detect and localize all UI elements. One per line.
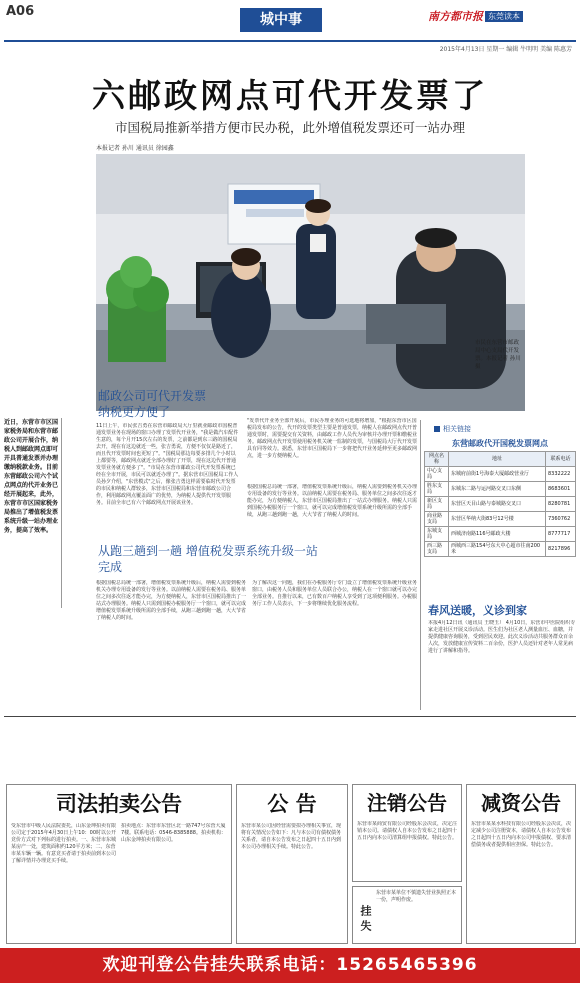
masthead-sub: 东莞读本: [485, 11, 523, 22]
related-label-text: 相关链接: [443, 425, 471, 433]
table-row: [425, 482, 576, 497]
loss-body: 东营市某单位不慎遗失营业执照正本一份，声明作废。: [376, 890, 457, 903]
reduce-body: 东营市某某水科技有限公司经股东会决议，决定减少公司注册资本，请债权人自本公告发布之日起四十五日内向本公司申报债权、要求清偿债务或者提供相应担保。特此公告。: [471, 821, 572, 848]
cell-phone: 8280781: [546, 497, 576, 512]
cell-address: 西城西三路154号东大中心超市往南200米: [449, 542, 546, 557]
loss-ad: [352, 886, 462, 944]
lead-paragraph: 近日，东营市市区国家税务局和东营市邮政公司开展合作，纳税人到邮政网点即可开具普通发票并办理缴纳税款业务。目前东营邮政公司六个试点网点的代开业务已经开展起来，此外，东营市市区国家税务局推出了增值税发票系统升级一站办理业务，提高了效率。: [4, 419, 58, 534]
subheadline: 市国税局推新举措方便市民办税，此外增值税发票还可一站办理: [114, 120, 465, 135]
judicial-title: 司法拍卖公告: [56, 792, 182, 816]
body-paragraph-3: 根据国税总局统一部署，增值税发票系统升级后，纳税人需要到税务机关办理专用设备的发行等业务。以前纳税人需要在税务局、服务单位之间多次往返才能办完，为方便纳税人，东营市区国税局推出了一站式办理服务。纳税人只需到国税办税服务厅一个窗口，就可以完成增值税发票系统升级所需的全部手续，从跑三趟到跑一趟，大大节省了纳税人的时间。: [96, 580, 246, 621]
cell-name: 新区支局: [425, 497, 449, 512]
side-body: 本报4月12日讯（通讯员 王晓玉） 4月10日，东营市中医院组织专家走进社区开展义诊活动。医生们为社区老人测量血压、血糖，并提供健康咨询服务，受到居民欢迎。此次义诊活动共服务群众百余人次，发放健康宣传资料二百余份，医护人员还针对老年人常见病进行了讲解和指导。: [428, 620, 576, 654]
cell-name: 东城支局: [425, 527, 449, 542]
side-headline: 春风送暖，义诊到家: [428, 604, 527, 617]
cell-address: 西城济南路116号邮政大楼: [449, 527, 546, 542]
section-label: 城中事: [240, 8, 322, 32]
ad-banner: 欢迎刊登公告挂失联系电话：15265465396: [0, 948, 580, 983]
col-header-name: 网点名称: [425, 452, 449, 467]
masthead: [428, 8, 523, 24]
col-header-phone: 联系电话: [546, 452, 576, 467]
notice-title: 公 告: [267, 792, 317, 816]
cell-address: 东城东二路与运河路交叉口东侧: [449, 482, 546, 497]
notice-body: 东营市某公司因经营需要拟办理相关事宜，现将有关情况公告如下：凡与本公司有债权债务关系者，请自本公告发布之日起四十五日内到本公司办理相关手续。特此公告。: [241, 823, 342, 850]
body-paragraph-2b: 根据国税总局统一部署，增值税发票系统升级后，纳税人需要到税务机关办理专用设备的发行等业务。以前纳税人需要在税务局、服务单位之间多次往返才能办完，为方便纳税人，东营市区国税局推出了一站式办理服务。纳税人只需到国税办税服务厅一个窗口，就可以完成增值税发票系统升级所需的全部手续，从跑三趟到跑一趟，大大节省了纳税人的时间。: [247, 484, 417, 540]
notice-ad: [236, 784, 348, 944]
cancel-body: 东营市某商贸有限公司经股东会决议，决定注销本公司。请债权人自本公告发布之日起四十五日内向本公司清算组申报债权。特此公告。: [357, 821, 458, 841]
cell-name: 商业路支局: [425, 512, 449, 527]
loss-title: 挂 失: [359, 905, 372, 931]
cancellation-ad: [352, 784, 462, 882]
cell-phone: 8777717: [546, 527, 576, 542]
capital-reduction-ad: [466, 784, 576, 944]
photo-caption: 市民在东营市邮政局中心支局代开发票。本报记者 孙川 摄: [475, 340, 521, 370]
date-line: 2015年4月13日 星期一 编辑 牛明明 美编 陈惠芳: [439, 46, 572, 53]
table-row: [425, 512, 576, 527]
body-paragraph-1: 11日上午，市民张吉勇在东营市邮政局大厅里就业邮政市国税普通发票业务在现场的窗口办理了发票代开业务，"我是做汽车配件生意的，每个月开15次左右的发票，之前都是到东三路的国税局去开，现在有这边就近一些，张吉勇说，方便不仅仅是路近了，而且代开发票时间也更短了"。"国税局那边每要多排几个小时以上都要等，邮政网点就近全部办理好了开票，现在这边代开普通发票业务就方便多了"。"市局在东营市邮政公司代开发票系统已经在全市开展，市民可以就近办理了"。据东营市区国税局工作人员孙夕介绍，"东营模式"之后，像张吉勇这样需要临时代开发票的市民和纳税人群较多，东营市区国税局和东营市邮政公司合作，利用邮政网点覆盖面广的优势，为纳税人提供代开发票服务。目前全市已有六个邮政网点开展该业务。: [96, 423, 239, 506]
outlet-table-title: 东营邮政代开国税发票网点: [452, 439, 548, 448]
reduce-title: 减资公告: [481, 791, 561, 815]
judicial-body: 受东营市中级人民法院委托，山东金坤拍卖有限公司定于2015年4月30日上午10：00时以公开竞价方式对下列标的进行拍卖。一、东营市东城某房产一处，建筑面积约120平方米；二、东营市某车辆一辆。有意竞买者请于拍卖前到本公司了解详情并办理竞买手续。: [11, 823, 117, 864]
cell-name: 中心支局: [425, 467, 449, 482]
cancel-title: 注销公告: [367, 791, 447, 815]
cell-phone: 8683601: [546, 482, 576, 497]
cell-phone: 7360762: [546, 512, 576, 527]
section1-title: 邮政公司可代开发票 纳税更方便了: [98, 389, 207, 419]
byline: 本报记者 孙川 通讯员 徐园鑫: [96, 145, 174, 152]
table-row: [425, 467, 576, 482]
cell-phone: 8217896: [546, 542, 576, 557]
cell-name: 西三路支局: [425, 542, 449, 557]
table-row: [425, 542, 576, 557]
table-row: [425, 527, 576, 542]
body-paragraph-2: "发票代开业务全部开展后，市民办理业务的可选地将增加，"根据东营市区国税局发布的公告，代开的发票类型主要是普通发票，纳税人在邮政网点代开普通发票时，需要提交有关资料，由邮政工作人员代为审核并办理开票和缴税业务。邮政网点代开发票使用税务机关统一监制的发票，与国税局大厅代开发票具有同等效力。据悉，东营市区国税局下一步将把代开业务延伸至更多邮政网点，进一步方便纳税人。: [247, 418, 417, 459]
col-header-address: 地址: [449, 452, 546, 467]
link-icon: [434, 426, 440, 432]
cell-phone: 8332222: [546, 467, 576, 482]
page-number: A06: [6, 4, 35, 19]
news-photo: [96, 154, 525, 411]
masthead-title: 南方都市报: [428, 10, 483, 23]
body-paragraph-4: 为了解决这一问题，我们在办税服务厅专门设立了增值税发票系统升级业务窗口，由税务人员和服务单位人员联合办公，纳税人在一个窗口就可以办完全部业务。自推行以来，已有数百户纳税人享受到了这项便利服务。办税服务厅工作人员表示，下一步将继续优化服务流程。: [252, 580, 418, 607]
judicial-body-2: 拍卖地点：东营市东营区北一路747号东营大厦7楼。联系电话：0546-8385888。拍卖机构：山东金坤拍卖有限公司。: [121, 823, 226, 843]
table-row: [425, 497, 576, 512]
judicial-auction-ad: [6, 784, 232, 944]
cell-name: 胜东支局: [425, 482, 449, 497]
outlet-table: [424, 451, 576, 557]
related-label: [434, 424, 471, 434]
cell-address: 东营区天目山路与泰城路交叉口: [449, 497, 546, 512]
section2-title: 从跑三趟到一趟 增值税发票系统升级一站完成: [98, 544, 318, 574]
cell-address: 东营区华纳大街83号12号楼: [449, 512, 546, 527]
headline: 六邮政网点可代开发票了: [92, 76, 488, 115]
cell-address: 东城府前街1号海泰大厦邮政营业厅: [449, 467, 546, 482]
